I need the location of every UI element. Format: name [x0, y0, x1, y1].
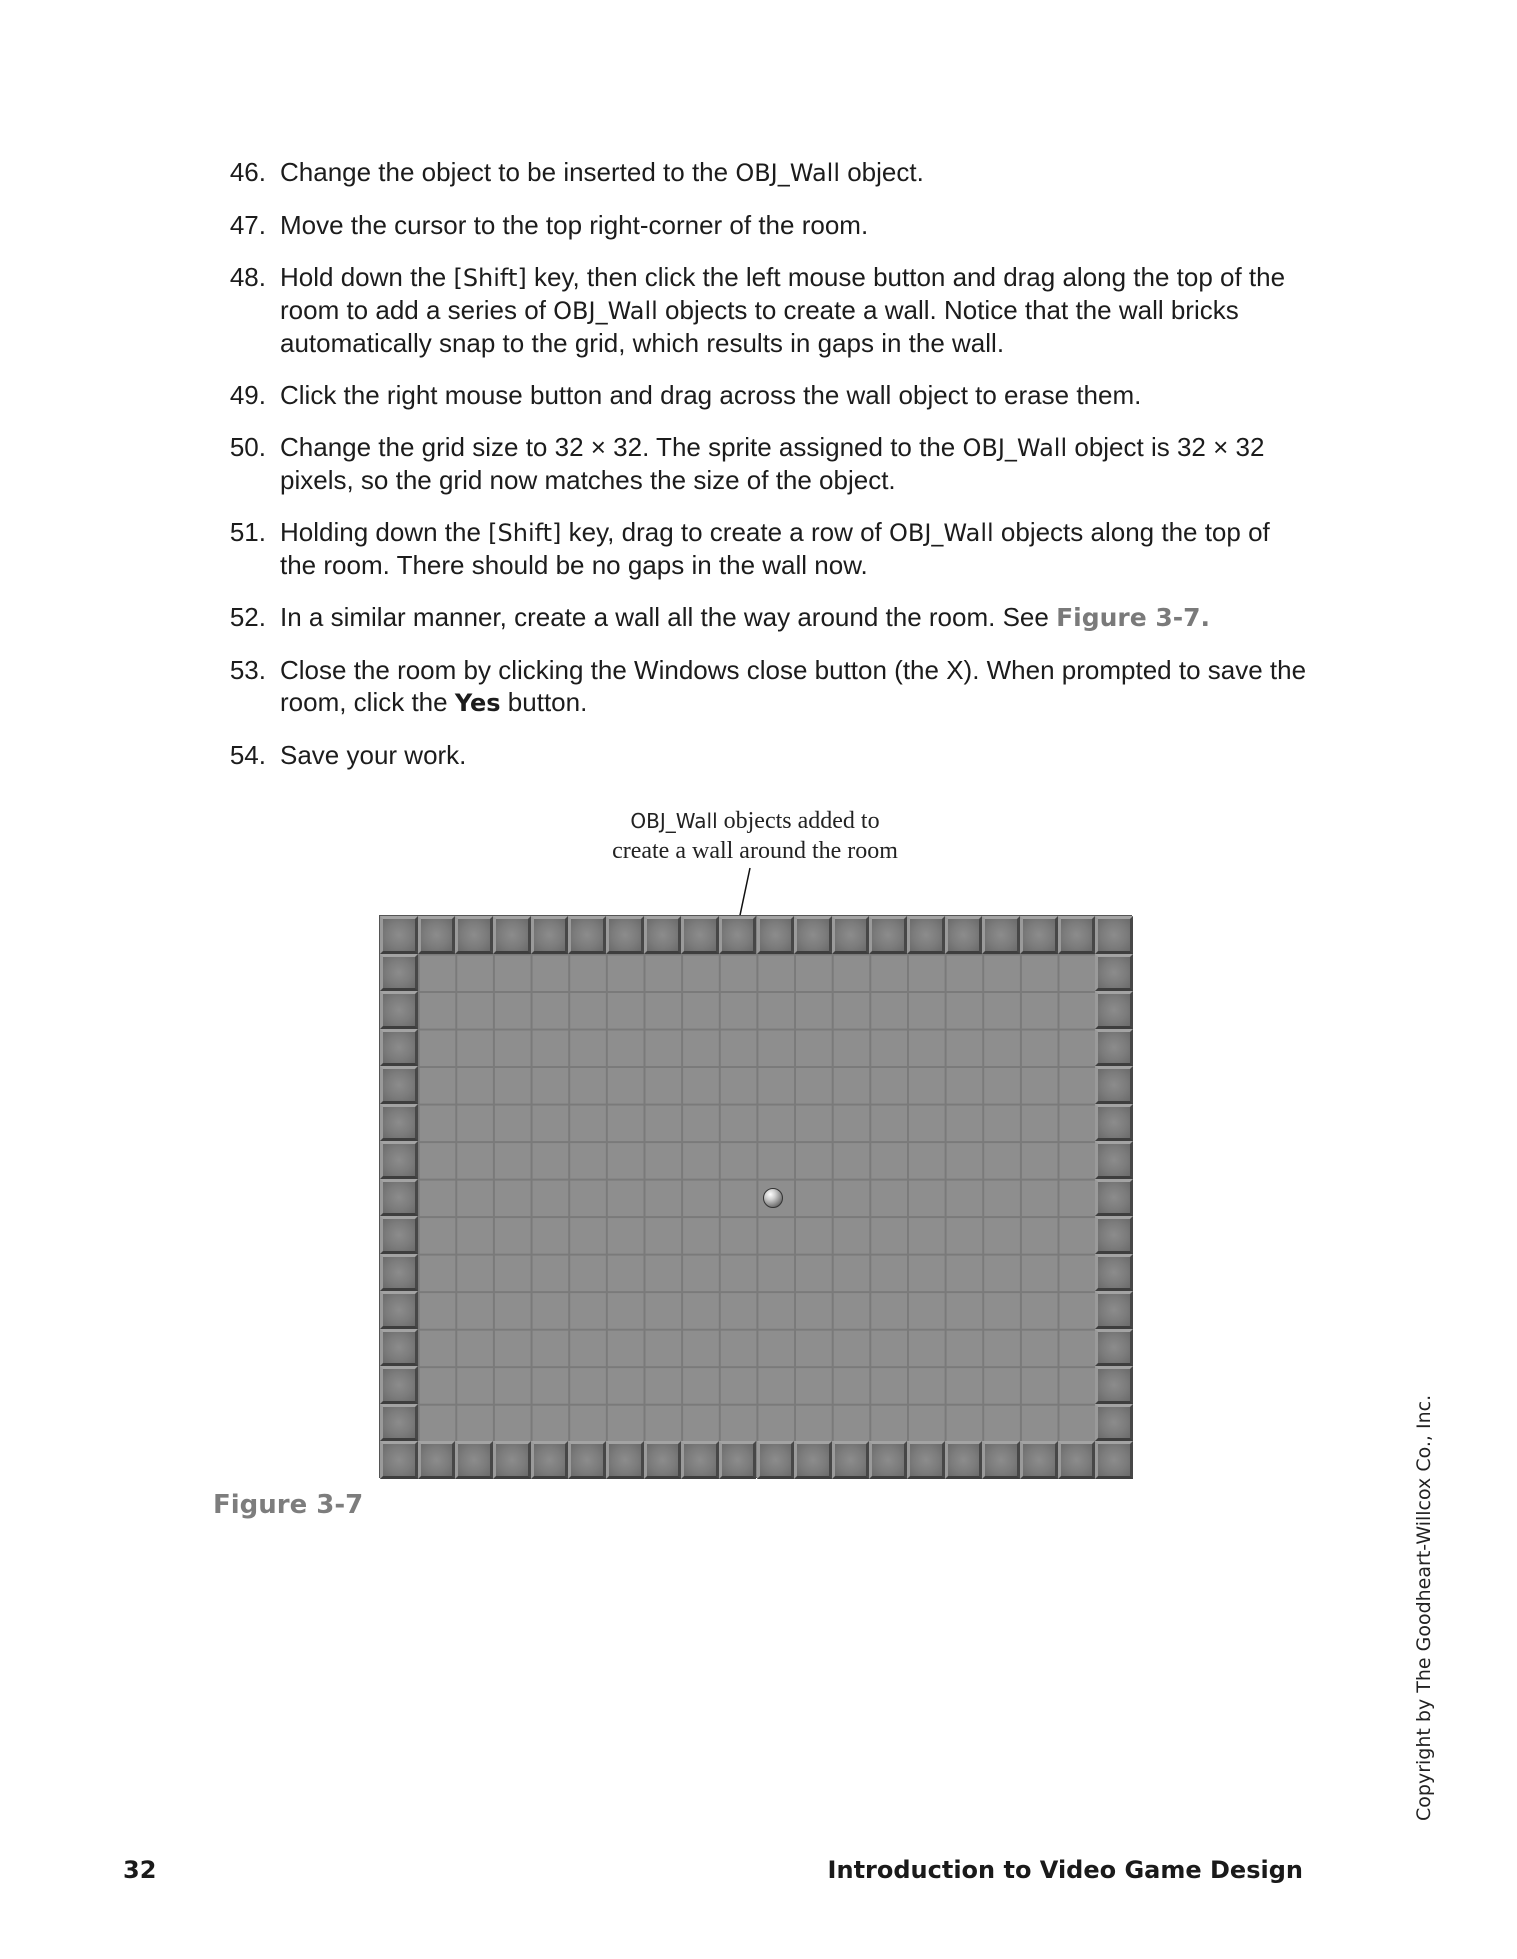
step-53 — [218, 654, 1308, 719]
callout-text: objects added to — [717, 808, 880, 834]
object-name: OBJ_Wall — [962, 434, 1068, 462]
wall-tile — [380, 1441, 418, 1479]
wall-tile — [719, 916, 757, 954]
wall-tile — [1095, 991, 1133, 1029]
step-number: 51. — [229, 517, 266, 547]
wall-tile — [380, 1291, 418, 1329]
wall-tile — [380, 1179, 418, 1217]
step-number: 48. — [229, 262, 266, 292]
copyright-text: Copyright by The Goodheart-Willcox Co., Inc. — [1413, 1394, 1435, 1821]
wall-tile — [1095, 1179, 1133, 1217]
step-number: 52. — [229, 602, 266, 632]
wall-tile — [1095, 1366, 1133, 1404]
object-name: OBJ_Wall — [553, 297, 658, 325]
step-number: 49. — [229, 380, 266, 410]
wall-tile — [380, 1404, 418, 1442]
callout-object-name: OBJ_Wall — [630, 809, 718, 833]
wall-tile — [380, 1366, 418, 1404]
page-number: 32 — [123, 1856, 157, 1884]
object-name: OBJ_Wall — [889, 519, 994, 547]
step-50 — [218, 431, 1308, 496]
figure-callout — [570, 806, 940, 866]
wall-tile — [1095, 1141, 1133, 1179]
wall-tile — [982, 1441, 1020, 1479]
room-editor-grid — [379, 915, 1132, 1478]
wall-tile — [380, 1141, 418, 1179]
key-name: [Shift] — [453, 264, 527, 292]
wall-tile — [644, 916, 682, 954]
wall-tile — [380, 954, 418, 992]
wall-tile — [945, 916, 983, 954]
wall-tile — [606, 916, 644, 954]
wall-tile — [493, 1441, 531, 1479]
step-text: button. — [500, 687, 588, 717]
ball-object — [763, 1188, 783, 1208]
step-text: object is 32 × 32 pixels, so the grid now matches the size of the object. — [280, 432, 1265, 495]
wall-tile — [380, 916, 418, 954]
wall-tile — [1095, 1029, 1133, 1067]
step-51 — [218, 516, 1308, 581]
step-text: objects to create a wall. Notice that the wall bricks automatically snap to the grid, which results in gaps in the wall. — [280, 295, 1239, 358]
instruction-steps — [218, 156, 1308, 791]
wall-tile — [1095, 1404, 1133, 1442]
wall-tile — [455, 1441, 493, 1479]
wall-tile — [907, 1441, 945, 1479]
figure-label: Figure 3-7 — [213, 1490, 364, 1520]
wall-tile — [794, 1441, 832, 1479]
step-text: objects along the top of the room. There should be no gaps in the wall now. — [280, 517, 1270, 580]
figure-reference: Figure 3-7. — [1056, 603, 1211, 632]
step-text: Change the object to be inserted to the — [280, 157, 736, 187]
wall-tile — [832, 916, 870, 954]
wall-tile — [380, 1104, 418, 1142]
wall-tile — [531, 1441, 569, 1479]
step-text: object. — [840, 157, 924, 187]
wall-tile — [531, 916, 569, 954]
wall-tile — [1020, 916, 1058, 954]
wall-tile — [945, 1441, 983, 1479]
wall-tile — [757, 1441, 795, 1479]
step-number: 47. — [229, 210, 266, 240]
callout-line-1 — [570, 806, 940, 836]
wall-tile — [681, 1441, 719, 1479]
wall-tile — [380, 1254, 418, 1292]
wall-tile — [1095, 1066, 1133, 1104]
wall-tile — [1058, 1441, 1096, 1479]
wall-tile — [644, 1441, 682, 1479]
step-number: 53. — [229, 655, 266, 685]
step-text: Holding down the — [280, 517, 489, 547]
step-48 — [218, 261, 1308, 359]
wall-tile — [418, 916, 456, 954]
step-54 — [218, 739, 1308, 771]
step-number: 50. — [229, 432, 266, 462]
wall-tile — [719, 1441, 757, 1479]
step-text: Move the cursor to the top right-corner of the room. — [280, 210, 869, 240]
book-title: Introduction to Video Game Design — [827, 1856, 1303, 1884]
step-text: In a similar manner, create a wall all the way around the room. See — [280, 602, 1057, 632]
step-text: key, then click the left mouse button and drag along the top of the room to add a series of — [280, 262, 1286, 325]
wall-tile — [1095, 1216, 1133, 1254]
wall-tile — [606, 1441, 644, 1479]
step-text: Save your work. — [280, 740, 467, 770]
wall-tile — [1095, 1291, 1133, 1329]
step-46 — [218, 156, 1308, 189]
step-text: Hold down the — [280, 262, 454, 292]
wall-tile — [1095, 916, 1133, 954]
object-name: OBJ_Wall — [735, 159, 840, 187]
wall-tile — [869, 1441, 907, 1479]
wall-tile — [380, 1029, 418, 1067]
step-number: 46. — [229, 157, 266, 187]
wall-tile — [1095, 1104, 1133, 1142]
callout-line-2: create a wall around the room — [612, 838, 898, 864]
wall-tile — [907, 916, 945, 954]
wall-tile — [380, 1329, 418, 1367]
wall-tile — [1020, 1441, 1058, 1479]
wall-tile — [455, 916, 493, 954]
wall-tile — [869, 916, 907, 954]
wall-tile — [568, 1441, 606, 1479]
wall-tile — [794, 916, 832, 954]
wall-tile — [982, 916, 1020, 954]
step-text: Close the room by clicking the Windows close button (the X). When prompted to save the room, click the — [280, 655, 1307, 717]
wall-tile — [757, 916, 795, 954]
wall-tile — [1095, 1329, 1133, 1367]
wall-tile — [1095, 1441, 1133, 1479]
step-47 — [218, 209, 1308, 241]
key-name: [Shift] — [488, 519, 562, 547]
wall-tile — [1095, 1254, 1133, 1292]
wall-tile — [681, 916, 719, 954]
wall-tile — [568, 916, 606, 954]
step-number: 54. — [229, 740, 266, 770]
wall-tile — [380, 1216, 418, 1254]
wall-tile — [832, 1441, 870, 1479]
step-text: Change the grid size to 32 × 32. The sprite assigned to the — [280, 432, 963, 462]
wall-tile — [380, 991, 418, 1029]
wall-tile — [493, 916, 531, 954]
wall-tile — [1095, 954, 1133, 992]
button-name: Yes — [454, 689, 501, 717]
step-text: key, drag to create a row of — [561, 517, 889, 547]
leader-line — [739, 868, 750, 920]
step-52 — [218, 601, 1308, 634]
wall-tile — [1058, 916, 1096, 954]
wall-tile — [380, 1066, 418, 1104]
wall-tile — [418, 1441, 456, 1479]
step-text: Click the right mouse button and drag across the wall object to erase them. — [280, 380, 1142, 410]
step-49 — [218, 379, 1308, 411]
